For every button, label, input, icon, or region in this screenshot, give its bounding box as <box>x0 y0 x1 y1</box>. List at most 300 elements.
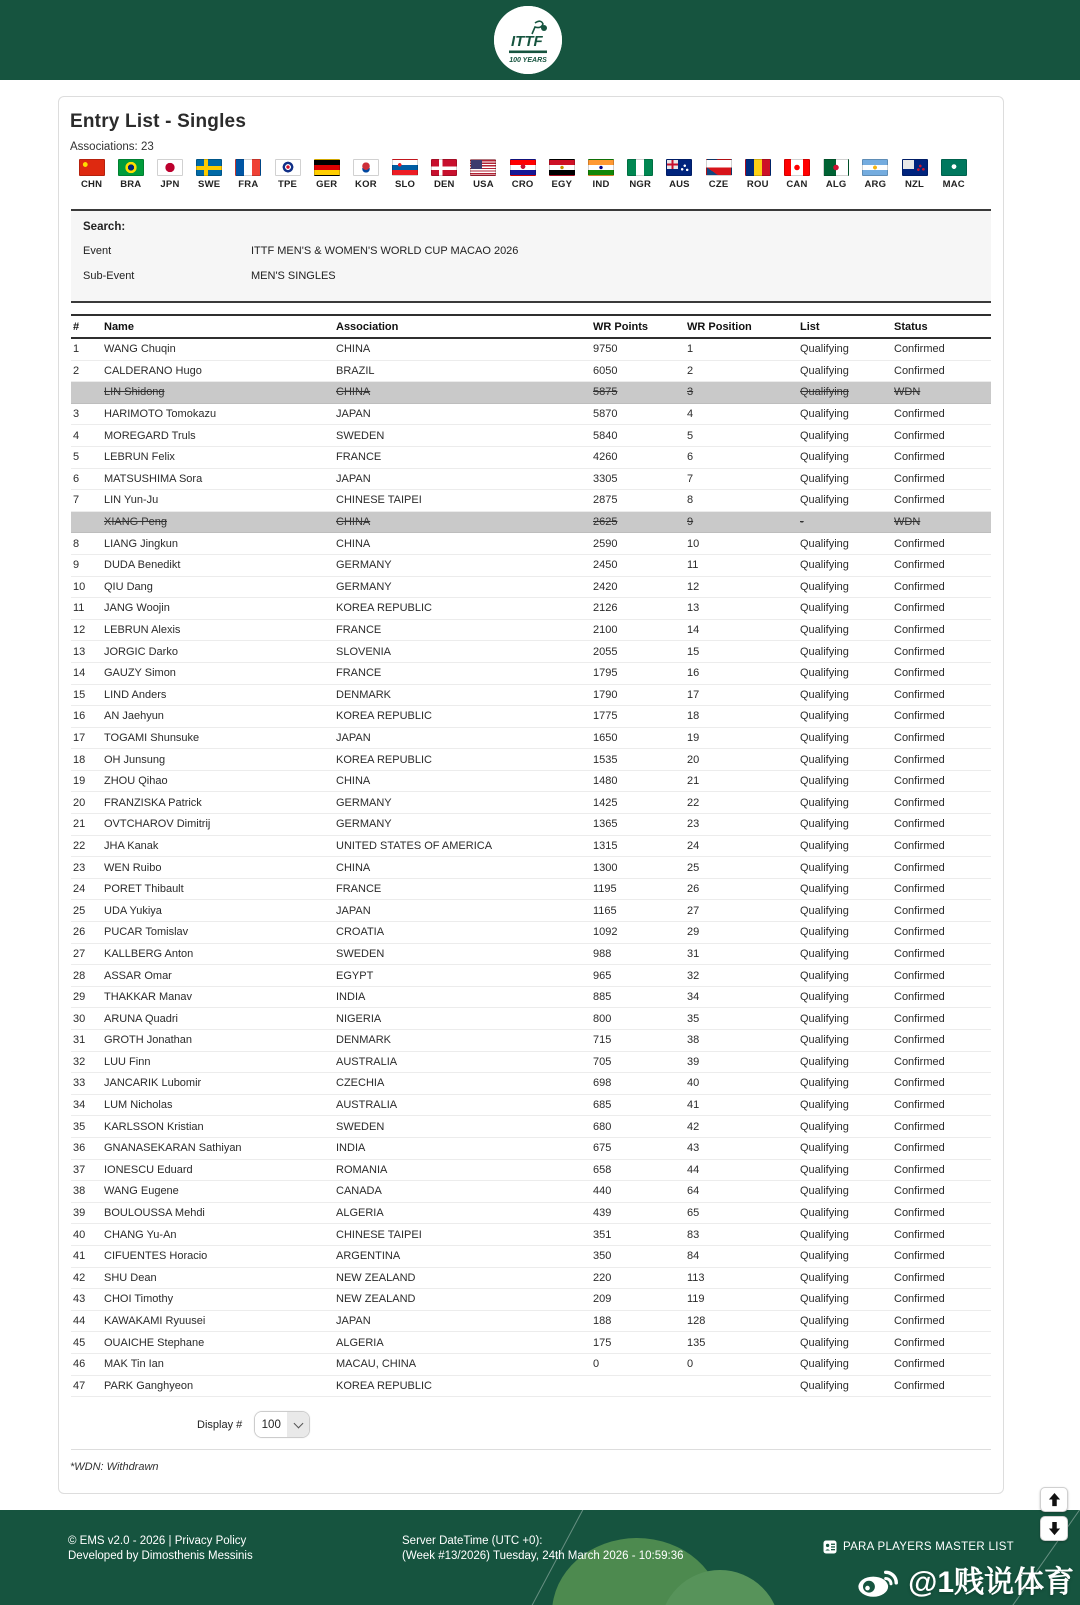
cell-list: Qualifying <box>800 559 849 572</box>
table-row <box>71 1354 991 1376</box>
cell-status: Confirmed <box>894 1077 945 1090</box>
server-datetime-label: Server DateTime (UTC +0): <box>402 1535 543 1547</box>
cell-wr-points: 5870 <box>593 408 618 421</box>
footer <box>0 1510 1080 1605</box>
cell-status: Confirmed <box>894 645 945 658</box>
flag-item-tpe <box>268 159 307 190</box>
cell-name: JANG Woojin <box>104 602 170 615</box>
cell-name: HARIMOTO Tomokazu <box>104 408 217 421</box>
table-row <box>71 1332 991 1354</box>
cell-number: 2 <box>73 364 80 377</box>
cell-number: 12 <box>73 624 86 637</box>
flag-code-label: GER <box>316 179 338 190</box>
cell-list: Qualifying <box>800 602 849 615</box>
cell-status: Confirmed <box>894 839 945 852</box>
cell-list: Qualifying <box>800 1207 849 1220</box>
cell-wr-position: 2 <box>687 364 694 377</box>
table-row <box>71 469 991 491</box>
cell-number: 28 <box>73 969 86 982</box>
cell-status: Confirmed <box>894 343 945 356</box>
cell-wr-position: 65 <box>687 1207 700 1220</box>
cell-name: CIFUENTES Horacio <box>104 1250 208 1263</box>
cell-number: 38 <box>73 1185 86 1198</box>
cell-status: Confirmed <box>894 753 945 766</box>
search-row-event <box>83 245 979 257</box>
cell-number: 6 <box>73 472 80 485</box>
cell-number: 26 <box>73 926 86 939</box>
cell-number: 27 <box>73 947 86 960</box>
cell-wr-points: 2875 <box>593 494 618 507</box>
table-row <box>71 1203 991 1225</box>
col-wr-points: WR Points <box>593 320 648 333</box>
cell-status: Confirmed <box>894 710 945 723</box>
cell-name: QIU Dang <box>104 580 153 593</box>
cell-association: SWEDEN <box>336 429 385 442</box>
cell-list: Qualifying <box>800 408 849 421</box>
cell-number: 7 <box>73 494 80 507</box>
cell-list: Qualifying <box>800 710 849 723</box>
cell-number: 21 <box>73 818 86 831</box>
cell-wr-points: 439 <box>593 1207 612 1220</box>
cell-name: XIANG Peng <box>104 516 167 529</box>
cell-list: Qualifying <box>800 1293 849 1306</box>
cell-number: 20 <box>73 796 86 809</box>
cell-list: Qualifying <box>800 1163 849 1176</box>
table-row <box>71 987 991 1009</box>
cell-list: Qualifying <box>800 1358 849 1371</box>
table-row <box>71 425 991 447</box>
developer-credit: Developed by Dimosthenis Messinis <box>68 1550 253 1562</box>
cell-number: 44 <box>73 1315 86 1328</box>
cell-name: ASSAR Omar <box>104 969 172 982</box>
cell-association: FRANCE <box>336 624 382 637</box>
event-label: Event <box>83 245 112 257</box>
rou-flag-icon <box>745 159 771 176</box>
cell-number: 34 <box>73 1099 86 1112</box>
cell-number: 4 <box>73 429 80 442</box>
cell-wr-position: 113 <box>687 1271 705 1284</box>
cell-association: CROATIA <box>336 926 385 939</box>
cell-wr-position: 13 <box>687 602 700 615</box>
cell-name: TOGAMI Shunsuke <box>104 731 200 744</box>
cell-wr-position: 31 <box>687 947 700 960</box>
flag-code-label: ARG <box>864 179 887 190</box>
cell-wr-position: 26 <box>687 883 700 896</box>
cell-status: Confirmed <box>894 472 945 485</box>
cell-wr-points: 965 <box>593 969 612 982</box>
bra-flag-icon <box>118 159 144 176</box>
cell-association: KOREA REPUBLIC <box>336 753 432 766</box>
search-panel-title: Search: <box>83 221 126 233</box>
cell-list: Qualifying <box>800 947 849 960</box>
flag-code-label: JPN <box>160 179 180 190</box>
cell-association: ROMANIA <box>336 1163 388 1176</box>
cell-number: 33 <box>73 1077 86 1090</box>
table-row <box>71 404 991 426</box>
col-name: Name <box>104 320 134 333</box>
cell-name: CHANG Yu-An <box>104 1228 177 1241</box>
flag-code-label: BRA <box>120 179 142 190</box>
copyright-text: © EMS v2.0 - 2026 <box>68 1535 166 1547</box>
cell-association: FRANCE <box>336 451 382 464</box>
cell-wr-points: 350 <box>593 1250 612 1263</box>
table-row <box>71 728 991 750</box>
display-count-select[interactable] <box>254 1411 310 1438</box>
table-row <box>71 1073 991 1095</box>
cell-name: MATSUSHIMA Sora <box>104 472 203 485</box>
flag-code-label: CRO <box>511 179 534 190</box>
cell-wr-points: 800 <box>593 1012 612 1025</box>
cell-status: Confirmed <box>894 1142 945 1155</box>
can-flag-icon <box>784 159 810 176</box>
cell-name: PUCAR Tomislav <box>104 926 189 939</box>
weibo-icon <box>856 1559 902 1599</box>
cell-number: 47 <box>73 1379 86 1392</box>
cell-name: JHA Kanak <box>104 839 159 852</box>
cell-name: IONESCU Eduard <box>104 1163 193 1176</box>
cell-list: Qualifying <box>800 624 849 637</box>
flag-item-bra <box>111 159 150 190</box>
cell-name: LUU Finn <box>104 1055 151 1068</box>
table-row <box>71 749 991 771</box>
cell-list: Qualifying <box>800 1228 849 1241</box>
associations-count: Associations: 23 <box>70 141 154 153</box>
cell-association: KOREA REPUBLIC <box>336 602 432 615</box>
cell-wr-points: 2100 <box>593 624 618 637</box>
cell-association: SWEDEN <box>336 947 385 960</box>
den-flag-icon <box>431 159 457 176</box>
cze-flag-icon <box>706 159 732 176</box>
cell-list: Qualifying <box>800 1315 849 1328</box>
cell-association: AUSTRALIA <box>336 1055 398 1068</box>
col-association: Association <box>336 320 399 333</box>
col-number: # <box>73 320 80 333</box>
cell-name: SHU Dean <box>104 1271 157 1284</box>
cell-name: GROTH Jonathan <box>104 1034 193 1047</box>
table-row <box>71 685 991 707</box>
para-link-label: PARA PLAYERS MASTER LIST <box>842 1541 1014 1553</box>
cell-wr-points: 675 <box>593 1142 612 1155</box>
cell-association: GERMANY <box>336 580 392 593</box>
cell-wr-position: 40 <box>687 1077 700 1090</box>
cell-status: Confirmed <box>894 1293 945 1306</box>
alg-flag-icon <box>823 159 849 176</box>
cell-wr-position: 18 <box>687 710 700 723</box>
cell-wr-points: 988 <box>593 947 612 960</box>
flag-code-label: NZL <box>904 179 925 190</box>
cell-association: AUSTRALIA <box>336 1099 398 1112</box>
cell-status: Confirmed <box>894 926 945 939</box>
cell-association: ALGERIA <box>336 1336 384 1349</box>
watermark <box>856 1557 1074 1601</box>
table-row <box>71 857 991 879</box>
cell-wr-points: 2625 <box>593 516 618 529</box>
scroll-to-bottom-button[interactable] <box>1040 1516 1068 1541</box>
cell-wr-points: 1315 <box>593 839 618 852</box>
cell-number: 9 <box>73 559 80 572</box>
cell-association: GERMANY <box>336 559 392 572</box>
cell-association: JAPAN <box>336 904 371 917</box>
cell-name: GAUZY Simon <box>104 667 176 680</box>
para-players-master-list-link[interactable] <box>823 1540 1014 1554</box>
flag-code-label: MAC <box>942 179 965 190</box>
cell-wr-points: 705 <box>593 1055 612 1068</box>
flag-code-label: TPE <box>277 179 298 190</box>
cell-name: WANG Chuqin <box>104 343 176 356</box>
cell-number: 24 <box>73 883 86 896</box>
flag-item-cro <box>503 159 542 190</box>
cell-wr-position: 4 <box>687 408 694 421</box>
cell-number: 1 <box>73 343 80 356</box>
privacy-policy-link[interactable]: Privacy Policy <box>174 1535 247 1547</box>
cell-name: CALDERANO Hugo <box>104 364 202 377</box>
chn-flag-icon <box>79 159 105 176</box>
cell-association: KOREA REPUBLIC <box>336 710 432 723</box>
cell-status: Confirmed <box>894 1379 945 1392</box>
flag-item-swe <box>190 159 229 190</box>
cell-wr-position: 38 <box>687 1034 700 1047</box>
cell-number: 22 <box>73 839 86 852</box>
cell-list: Qualifying <box>800 861 849 874</box>
table-row <box>71 598 991 620</box>
cell-association: JAPAN <box>336 731 371 744</box>
cell-list: Qualifying <box>800 386 849 399</box>
tpe-flag-icon <box>275 159 301 176</box>
cell-status: Confirmed <box>894 1099 945 1112</box>
cell-number: 32 <box>73 1055 86 1068</box>
cell-status: Confirmed <box>894 451 945 464</box>
cell-wr-points: 885 <box>593 991 612 1004</box>
flag-item-jpn <box>150 159 189 190</box>
flag-item-egy <box>542 159 581 190</box>
cell-wr-points: 175 <box>593 1336 612 1349</box>
cell-name: JORGIC Darko <box>104 645 178 658</box>
cell-association: NEW ZEALAND <box>336 1293 416 1306</box>
flag-item-ngr <box>621 159 660 190</box>
flag-code-label: FRA <box>238 179 259 190</box>
cell-wr-points: 1165 <box>593 904 617 917</box>
cell-list: Qualifying <box>800 472 849 485</box>
cell-number: 25 <box>73 904 86 917</box>
cell-wr-points: 5840 <box>593 429 618 442</box>
flag-item-rou <box>738 159 777 190</box>
cell-wr-position: 21 <box>687 775 700 788</box>
id-card-icon <box>823 1540 837 1554</box>
cell-association: NEW ZEALAND <box>336 1271 416 1284</box>
cell-wr-position: 32 <box>687 969 700 982</box>
display-count-label: Display # <box>197 1418 243 1431</box>
cell-wr-position: 35 <box>687 1012 700 1025</box>
table-row <box>71 1311 991 1333</box>
cell-association: CHINESE TAIPEI <box>336 494 422 507</box>
flag-code-label: SWE <box>198 179 221 190</box>
ger-flag-icon <box>314 159 340 176</box>
cell-list: Qualifying <box>800 1120 849 1133</box>
cell-status: Confirmed <box>894 1120 945 1133</box>
cell-status: Confirmed <box>894 1358 945 1371</box>
cell-wr-points: 4260 <box>593 451 618 464</box>
cell-number: 8 <box>73 537 80 550</box>
cell-list: Qualifying <box>800 451 849 464</box>
cell-number: 40 <box>73 1228 86 1241</box>
flag-item-nzl <box>895 159 934 190</box>
scroll-to-top-button[interactable] <box>1040 1487 1068 1512</box>
cell-list: Qualifying <box>800 580 849 593</box>
table-row <box>71 1138 991 1160</box>
cell-wr-points: 2590 <box>593 537 618 550</box>
cell-status: Confirmed <box>894 580 945 593</box>
cell-association: JAPAN <box>336 1315 371 1328</box>
cell-list: Qualifying <box>800 1012 849 1025</box>
table-row <box>71 641 991 663</box>
cell-wr-position: 12 <box>687 580 700 593</box>
cell-status: Confirmed <box>894 1012 945 1025</box>
flag-item-alg <box>817 159 856 190</box>
flag-code-label: IND <box>592 179 610 190</box>
cell-wr-position: 84 <box>687 1250 700 1263</box>
flag-item-chn <box>72 159 111 190</box>
cell-wr-points: 2055 <box>593 645 618 658</box>
table-row <box>71 533 991 555</box>
cell-wr-position: 34 <box>687 991 700 1004</box>
cell-status: Confirmed <box>894 1315 945 1328</box>
cell-association: ALGERIA <box>336 1207 384 1220</box>
cell-name: MAK Tin Ian <box>104 1358 164 1371</box>
cell-wr-points: 715 <box>593 1034 612 1047</box>
cell-name: DUDA Benedikt <box>104 559 181 572</box>
table-row <box>71 361 991 383</box>
cell-list: Qualifying <box>800 904 849 917</box>
table-row <box>71 447 991 469</box>
col-wr-position: WR Position <box>687 320 752 333</box>
cell-number: 19 <box>73 775 86 788</box>
cell-wr-points: 5875 <box>593 386 618 399</box>
cell-wr-position: 39 <box>687 1055 700 1068</box>
cell-number: 29 <box>73 991 86 1004</box>
cell-wr-position: 43 <box>687 1142 700 1155</box>
table-row <box>71 706 991 728</box>
jpn-flag-icon <box>157 159 183 176</box>
cell-wr-position: 14 <box>687 624 700 637</box>
cell-number: 43 <box>73 1293 86 1306</box>
cell-name: OVTCHAROV Dimitrij <box>104 818 211 831</box>
cell-wr-position: 19 <box>687 731 700 744</box>
swe-flag-icon <box>196 159 222 176</box>
cell-list: Qualifying <box>800 818 849 831</box>
table-row <box>71 1289 991 1311</box>
cell-list: Qualifying <box>800 1055 849 1068</box>
cell-wr-position: 8 <box>687 494 694 507</box>
cell-association: CZECHIA <box>336 1077 385 1090</box>
cell-association: GERMANY <box>336 796 392 809</box>
cell-association: CHINA <box>336 775 371 788</box>
egy-flag-icon <box>549 159 575 176</box>
cell-wr-points: 1300 <box>593 861 618 874</box>
cell-number: 15 <box>73 688 86 701</box>
cell-name: MOREGARD Truls <box>104 429 196 442</box>
cell-association: CHINESE TAIPEI <box>336 1228 422 1241</box>
cell-status: Confirmed <box>894 624 945 637</box>
table-row <box>71 1181 991 1203</box>
cell-name: FRANZISKA Patrick <box>104 796 202 809</box>
cell-wr-points: 9750 <box>593 343 618 356</box>
table-row <box>71 922 991 944</box>
cell-status: Confirmed <box>894 408 945 421</box>
cell-status: Confirmed <box>894 796 945 809</box>
cell-wr-points: 1795 <box>593 667 618 680</box>
table-row <box>71 339 991 361</box>
cell-wr-position: 0 <box>687 1358 694 1371</box>
cell-wr-points: 685 <box>593 1099 612 1112</box>
flag-item-ind <box>581 159 620 190</box>
cell-wr-points: 1480 <box>593 775 618 788</box>
table-row <box>71 965 991 987</box>
flag-item-kor <box>346 159 385 190</box>
nzl-flag-icon <box>902 159 928 176</box>
cell-list: Qualifying <box>800 731 849 744</box>
col-status: Status <box>894 320 928 333</box>
cell-wr-points: 2126 <box>593 602 618 615</box>
cell-association: CHINA <box>336 386 371 399</box>
cell-association: EGYPT <box>336 969 374 982</box>
cell-wr-position: 41 <box>687 1099 700 1112</box>
cell-wr-position: 25 <box>687 861 700 874</box>
page-title: Entry List - Singles <box>70 111 247 132</box>
flag-code-label: SLO <box>395 179 416 190</box>
cell-list: Qualifying <box>800 429 849 442</box>
cell-list: Qualifying <box>800 343 849 356</box>
cell-number: 3 <box>73 408 80 421</box>
cell-name: LIN Shidong <box>104 386 165 399</box>
table-row <box>71 1008 991 1030</box>
cell-status: Confirmed <box>894 1163 945 1176</box>
cell-name: PORET Thibault <box>104 883 184 896</box>
cell-number: 5 <box>73 451 80 464</box>
cell-status: Confirmed <box>894 537 945 550</box>
cell-status: Confirmed <box>894 364 945 377</box>
cell-number: 37 <box>73 1163 86 1176</box>
cell-association: INDIA <box>336 991 366 1004</box>
table-row <box>71 1224 991 1246</box>
cell-wr-position: 135 <box>687 1336 706 1349</box>
cell-wr-points: 1425 <box>593 796 618 809</box>
table-row <box>71 771 991 793</box>
cell-status: Confirmed <box>894 818 945 831</box>
cell-association: SLOVENIA <box>336 645 392 658</box>
cell-list: Qualifying <box>800 688 849 701</box>
cell-wr-points: 1775 <box>593 710 618 723</box>
cell-wr-position: 42 <box>687 1120 700 1133</box>
flag-item-mac <box>934 159 973 190</box>
arrow-down-icon <box>1047 1521 1062 1536</box>
table-row <box>71 555 991 577</box>
cell-list: Qualifying <box>800 926 849 939</box>
cell-status: Confirmed <box>894 861 945 874</box>
cell-number: 42 <box>73 1271 86 1284</box>
cell-wr-position: 22 <box>687 796 700 809</box>
cell-wr-points: 1790 <box>593 688 618 701</box>
cell-number: 14 <box>73 667 86 680</box>
cell-number: 17 <box>73 731 86 744</box>
entry-table <box>71 314 991 1397</box>
subevent-value: MEN'S SINGLES <box>251 270 336 282</box>
cell-name: LIANG Jingkun <box>104 537 178 550</box>
cell-wr-points: 440 <box>593 1185 612 1198</box>
cell-list: Qualifying <box>800 364 849 377</box>
cell-name: OUAICHE Stephane <box>104 1336 205 1349</box>
cell-association: CHINA <box>336 537 371 550</box>
cell-association: INDIA <box>336 1142 366 1155</box>
